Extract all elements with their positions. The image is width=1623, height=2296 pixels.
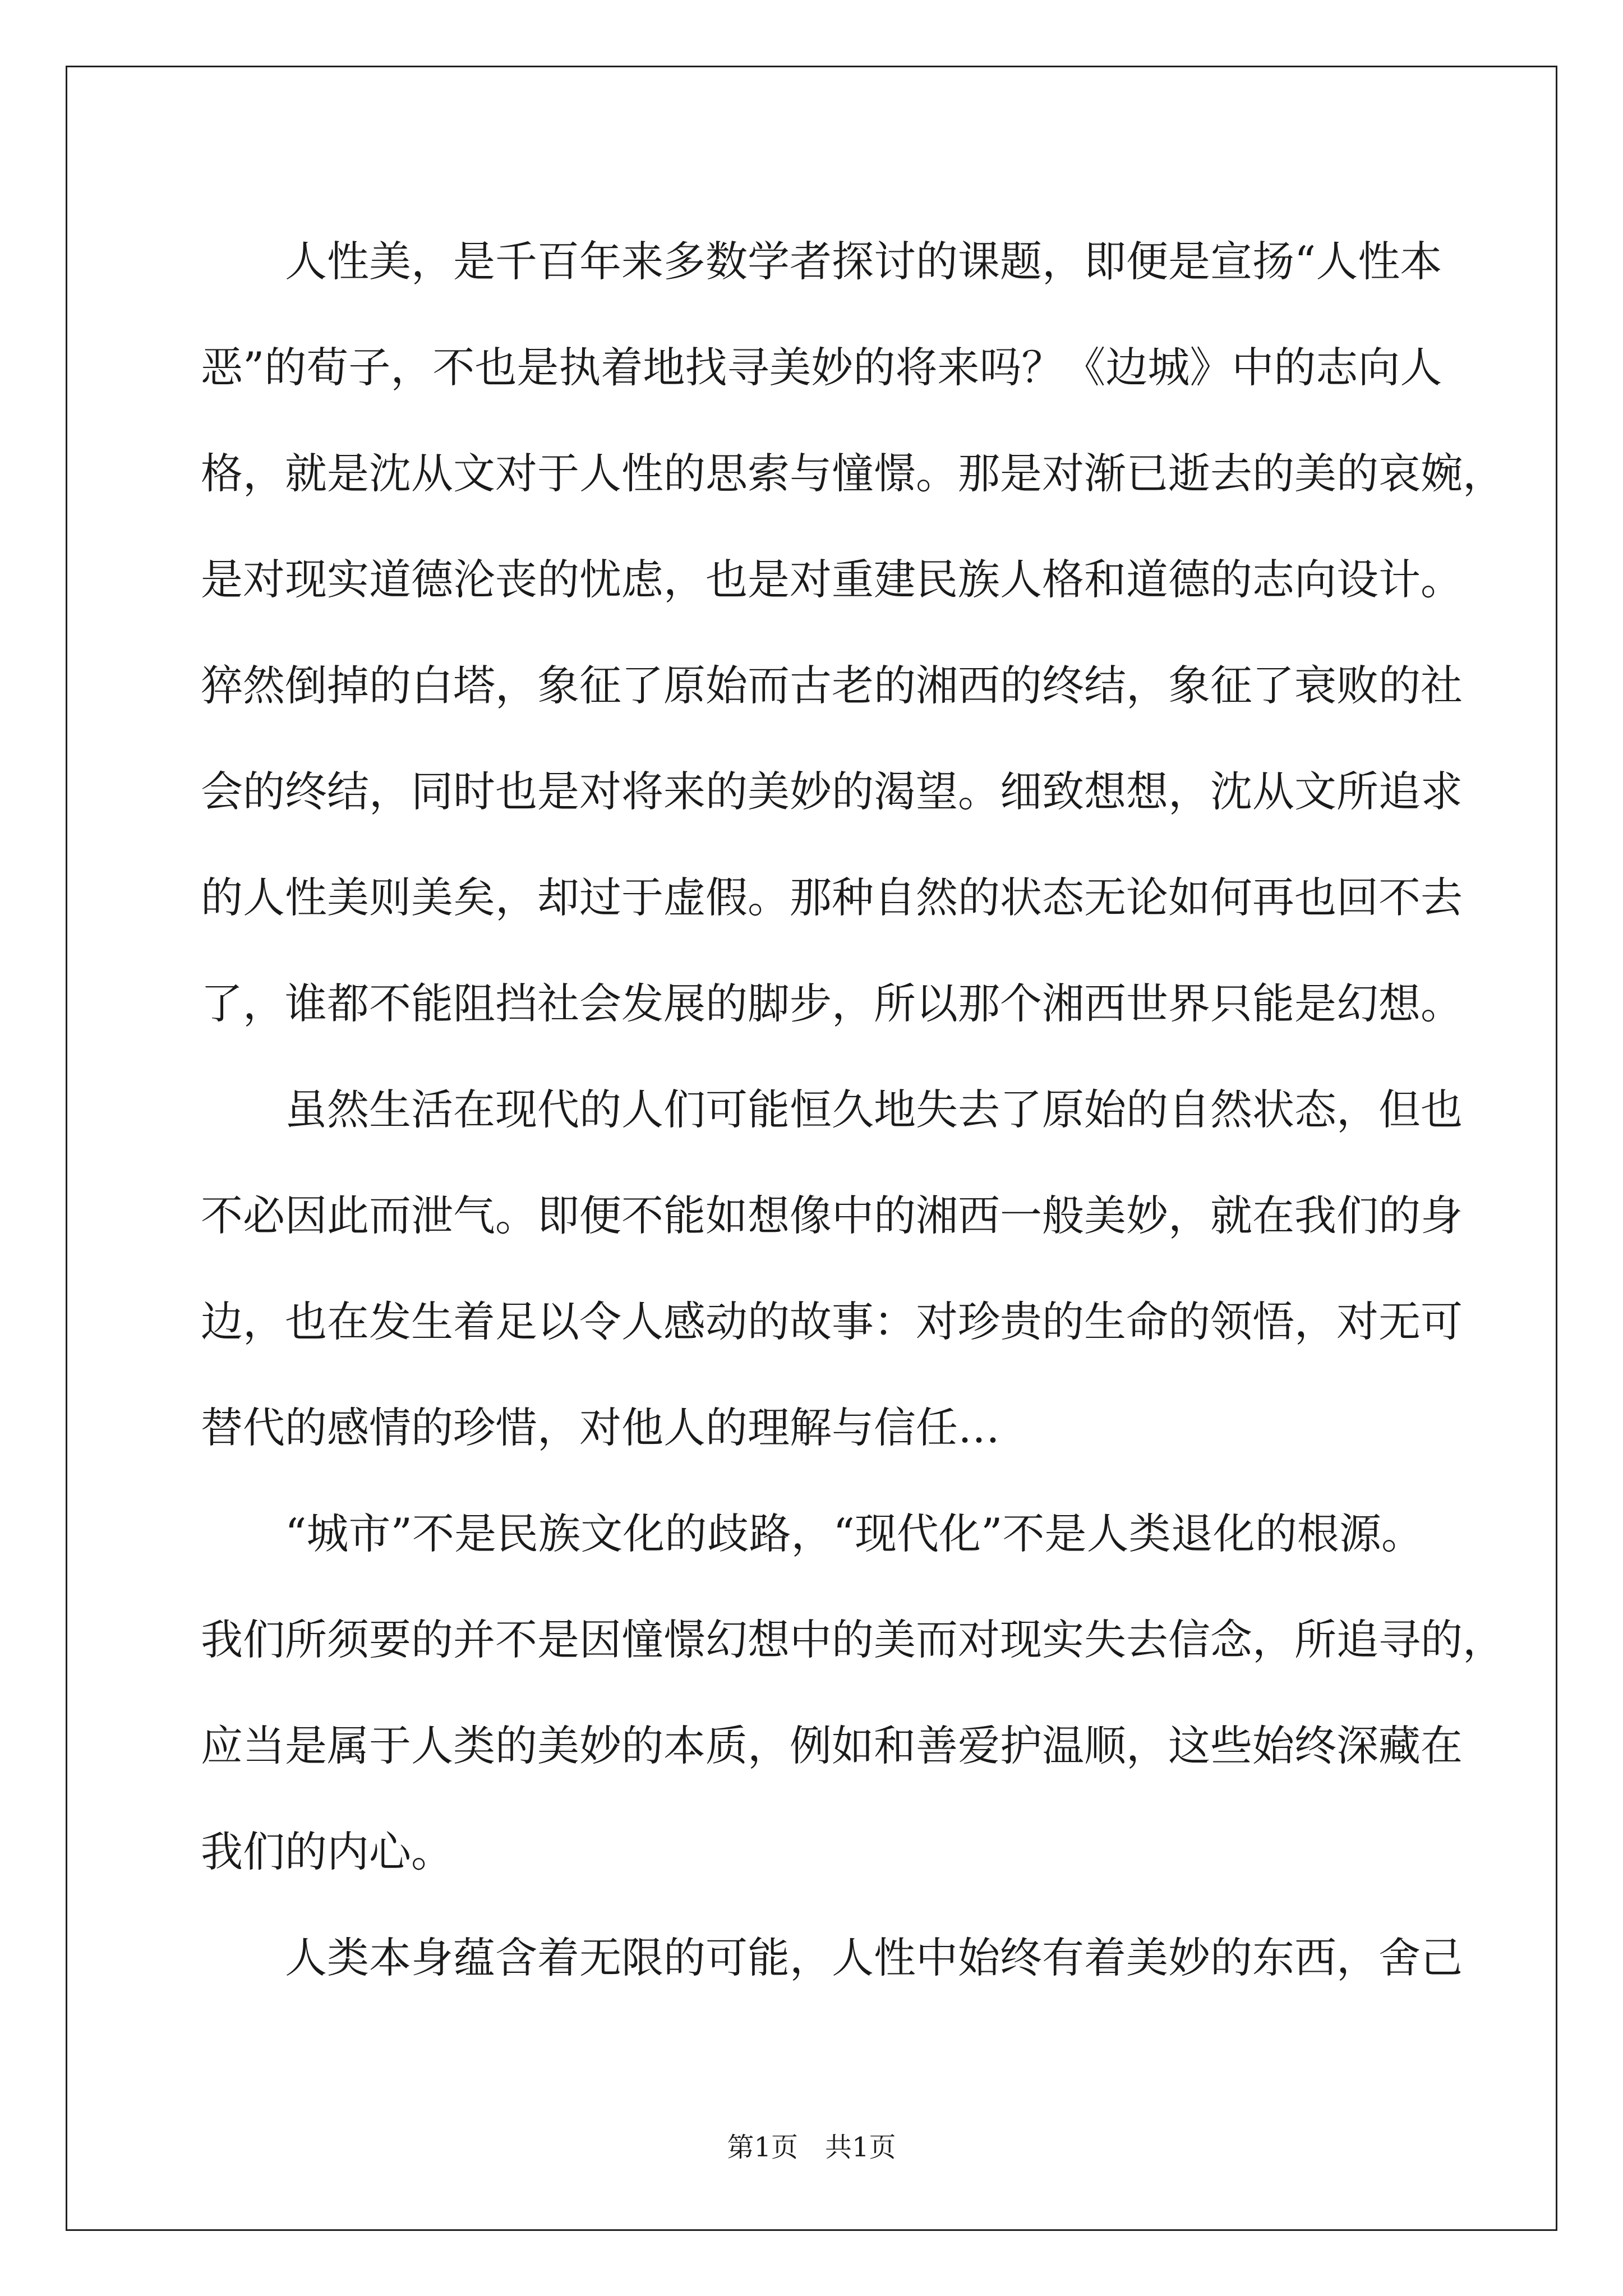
text-line: 恶”的荀子，不也是执着地找寻美妙的将来吗？《边城》中的志向人: [201, 343, 1442, 392]
text-line: 我们的内心。: [201, 1827, 454, 1876]
text-line: 不必因此而泄气。即便不能如想像中的湘西一般美妙，就在我们的身: [201, 1191, 1463, 1240]
text-line: 的人性美则美矣，却过于虚假。那种自然的状态无论如何再也回不去: [201, 873, 1463, 922]
text-line: 替代的感情的珍惜，对他人的理解与信任…: [201, 1403, 1000, 1452]
text-line: 边，也在发生着足以令人感动的故事：对珍贵的生命的领悟，对无可: [201, 1297, 1463, 1346]
text-line: 猝然倒掉的白塔，象征了原始而古老的湘西的终结，象征了衰败的社: [201, 661, 1463, 710]
text-line: 人类本身蕴含着无限的可能，人性中始终有着美妙的东西，舍己: [201, 1933, 1463, 1982]
page-number-footer: 第1页 共1页: [727, 2132, 896, 2163]
text-line: 了，谁都不能阻挡社会发展的脚步，所以那个湘西世界只能是幻想。: [201, 979, 1463, 1028]
document-body: [201, 209, 1505, 2011]
text-line: 应当是属于人类的美妙的本质，例如和善爱护温顺，这些始终深藏在: [201, 1721, 1463, 1770]
text-line: 虽然生活在现代的人们可能恒久地失去了原始的自然状态，但也: [201, 1085, 1463, 1134]
text-line: 我们所须要的并不是因憧憬幻想中的美而对现实失去信念，所追寻的，: [201, 1615, 1505, 1664]
text-line: “城市”不是民族文化的歧路，“现代化”不是人类退化的根源。: [201, 1509, 1423, 1558]
text-line: 格，就是沈从文对于人性的思索与憧憬。那是对渐已逝去的美的哀婉，: [201, 449, 1505, 498]
text-line: 是对现实道德沦丧的忧虑，也是对重建民族人格和道德的志向设计。: [201, 555, 1463, 604]
text-line: 会的终结，同时也是对将来的美妙的渴望。细致想想，沈从文所追求: [201, 767, 1463, 816]
text-line: 人性美，是千百年来多数学者探讨的课题，即便是宣扬“人性本: [201, 237, 1442, 286]
